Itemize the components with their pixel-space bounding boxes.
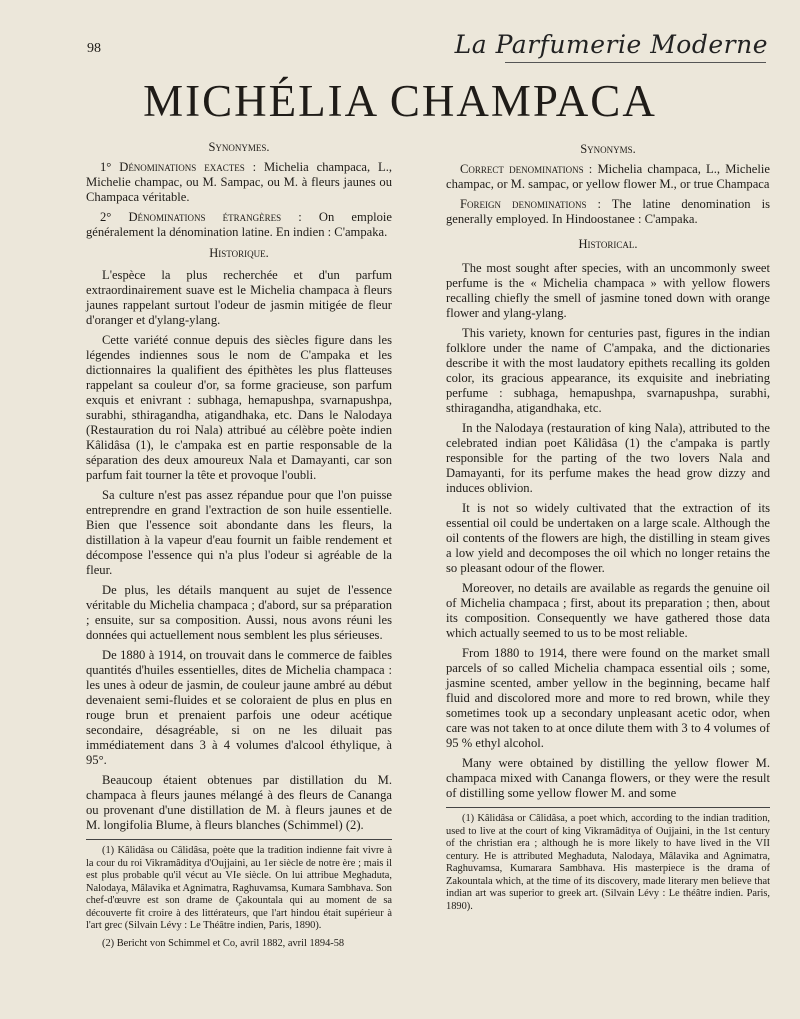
english-historical-heading: Historical. bbox=[578, 237, 638, 251]
french-synonyms-exact-label: 1° Dénominations exactes : bbox=[100, 160, 257, 174]
french-historical-heading: Historique. bbox=[209, 246, 269, 260]
french-paragraph-4: De plus, les détails manquent au sujet de l'essence véritable du Michelia champaca ; d'abord, sur sa préparation ; ensuite, sur sa composition. Aussi, nous avons réuni les données qui actuellement nous semblent les plus sérieuses. bbox=[86, 583, 392, 642]
french-synonyms-exact-text: Michelia champaca, L., Michelie champac, ou M. Sampac, ou M. à fleurs jaunes ou Champaca véritable. bbox=[86, 160, 392, 204]
french-column bbox=[86, 140, 392, 955]
journal-masthead: La Parfumerie Moderne bbox=[454, 30, 768, 59]
english-paragraph-2: This variety, known for centuries past, figures in the indian folklore under the name of C'ampaka, and the dictionaries describe it with the most laudatory epithets recalling its golden color, its gracious appearance, its exquisite and inebriating perfume : subhaga, hemapushpa, svarnapushpa, surabhi, sthiragandha, atigandhaka, etc. bbox=[446, 326, 770, 415]
english-synonyms-foreign-text: The latine denomination is generally employed. In Hindoostanee : C'ampaka. bbox=[446, 197, 771, 226]
french-paragraph-2: Cette variété connue depuis des siècles figure dans les légendes indiennes sous le nom de C'ampaka et les dictionnaires la qualifient des épithètes les plus flatteuses rappelant sa couleur d'or, sa forme gracieuse, son parfum exquis et enivrant : subhaga, hemapushpa, svarnapushpa, surabhi, sthiragandha, atigandhaka, etc. Dans le Nalodaya (Restauration du roi Nala) attribué au célèbre poète indien Kâlidâsa (1), le c'ampaka est en partie responsable de la séparation des deux amoureux Nala et Damayanti, car son parfum fait tourner la tête et provoque l'oubli. bbox=[86, 333, 392, 482]
french-synonyms-foreign-text: On emploie généralement la dénomination latine. En indien : C'ampaka. bbox=[86, 210, 393, 239]
french-synonyms-heading: Synonymes. bbox=[208, 140, 270, 154]
english-footnote-1: (1) Kâlidâsa or Câlidâsa, a poet which, according to the indian tradition, used to live at the court of king Vikramâditya of Oujjaini, in the 1st century of the christian era ; although he is more likely to have lived in the VII century. He is attributed Meghaduta, Nalodaya, Mâlavika and Agnimatra, Raghuvamsa, Kumarara Sambhava. His masterpiece is the drama of Zakountala which, at the time of its discovery, made literary men believe that indian art was superior to greek art. (Silvain Lévy : Le théâtre indien. Paris, 1890). bbox=[446, 813, 770, 912]
english-paragraph-7: Many were obtained by distilling the yellow flower M. champaca mixed with Cananga flowers, or they were the result of distilling some yellow flower M. and some bbox=[446, 756, 770, 800]
english-synonyms-correct-label: Correct denominations : bbox=[460, 162, 593, 176]
english-synonyms-correct-text: Michelia champaca, L., Michelie champac, or M. sampac, or yellow flower M., or true Champaca bbox=[446, 162, 770, 191]
page-number: 98 bbox=[87, 41, 101, 56]
french-footnote-rule bbox=[86, 839, 392, 840]
english-footnote-rule bbox=[446, 807, 770, 808]
french-paragraph-1: L'espèce la plus recherchée et d'un parfum extraordinairement suave est le Michelia champaca à fleurs jaunes rappelant surtout l'odeur de jasmin mitigée de fleur d'oranger et d'ylang-ylang. bbox=[86, 268, 392, 327]
french-footnote-2: (2) Bericht von Schimmel et Co, avril 1882, avril 1894-58 bbox=[102, 937, 345, 949]
english-paragraph-5: Moreover, no details are available as regards the genuine oil of Michelia champaca ; first, about its preparation ; then, about its composition. Consequently we have gathered those data which actually seemed to us to be most reliable. bbox=[446, 581, 770, 640]
french-paragraph-5: De 1880 à 1914, on trouvait dans le commerce de faibles quantités d'huiles essentielles, dites de Michelia champaca : les unes à odeur de jasmin, de couleur jaune ambré au début devenaient semi-fluides et se coloraient de plus en plus en rouge brun et prenaient parfois une odeur acétique secondaire, désagréable, si on ne les diluait pas immédiatement dans 3 à 4 volumes d'alcool éthylique, à 95°. bbox=[86, 648, 392, 767]
english-synonyms-foreign-label: Foreign denominations : bbox=[460, 197, 602, 211]
article-title: MICHÉLIA CHAMPACA bbox=[143, 76, 657, 126]
english-synonyms-correct bbox=[446, 162, 770, 192]
french-paragraph-6: Beaucoup étaient obtenues par distillation du M. champaca à fleurs jaunes mélangé à des fleurs de Cananga ou provenant d'une distillation de M. à fleurs jaunes et de M. longifolia Blume, à fleurs blanches (Schimmel) (2). bbox=[86, 773, 392, 832]
english-synonyms-foreign bbox=[446, 197, 770, 227]
french-synonyms-foreign bbox=[86, 210, 392, 240]
french-paragraph-3: Sa culture n'est pas assez répandue pour que l'on puisse entreprendre en grand l'extraction de son huile essentielle. Bien que l'essence soit abondante dans les fleurs, la distillation à la vapeur d'eau fournit un faible rendement et décompose l'essence qui n'a plus l'odeur si agréable de la fleur. bbox=[86, 488, 392, 577]
english-paragraph-3: In the Nalodaya (restauration of king Nala), attributed to the celebrated indian poet Kâlidâsa (1) the c'ampaka is partly responsible for the parting of the two lovers Nala and Damayanti, for its perfume makes the head grow dizzy and induces oblivion. bbox=[446, 421, 770, 495]
english-paragraph-1: The most sought after species, with an uncommonly sweet perfume is the « Michelia champaca » with yellow flowers recalling chiefly the smell of jasmine toned down with orange flower and ylang-ylang. bbox=[446, 261, 770, 320]
english-paragraph-6: From 1880 to 1914, there were found on the market small parcels of so called Michelia champaca essential oils ; some, jasmine scented, amber yellow in the beginning, became half fluid and discolored more and more to red brown, while they sometimes took up a secondary unpleasant acetic odor, when care was not taken to at once dilute them with 3 to 4 volumes of 95 % ethyl alcohol. bbox=[446, 646, 770, 750]
french-footnote-1: (1) Kâlidâsa ou Câlidâsa, poète que la tradition indienne fait vivre à la cour du roi Vikramâditya d'Oujjaini, au 1er siècle de notre ère ; mais il est plus probable qu'il vécut au VIe siècle. On lui attribue Meghaduta, Nalodaya, Mâlavika et Agnimatra, Raghuvamsa, Kumara Sambhava. Son chef-d'œuvre est son drame de Çakountala qui au moment de sa découverte fit croire à des littérateurs, que l'art hindou était supérieur à l'art grec (Silvain Lévy : Le Théâtre indien, Paris, 1890). bbox=[86, 845, 392, 931]
french-synonyms-foreign-label: 2° Dénominations étrangères : bbox=[100, 210, 302, 224]
english-column bbox=[446, 142, 770, 918]
french-synonyms-exact bbox=[86, 160, 392, 205]
english-paragraph-4: It is not so widely cultivated that the extraction of its essential oil could be undertaken on a large scale. Although the oil contents of the flowers are high, the distilling in steam gives a low yield and decomposes the oil which no longer retains the so pleasant odour of the flower. bbox=[446, 501, 770, 575]
masthead-rule bbox=[505, 62, 766, 63]
english-synonyms-heading: Synonyms. bbox=[580, 142, 636, 156]
